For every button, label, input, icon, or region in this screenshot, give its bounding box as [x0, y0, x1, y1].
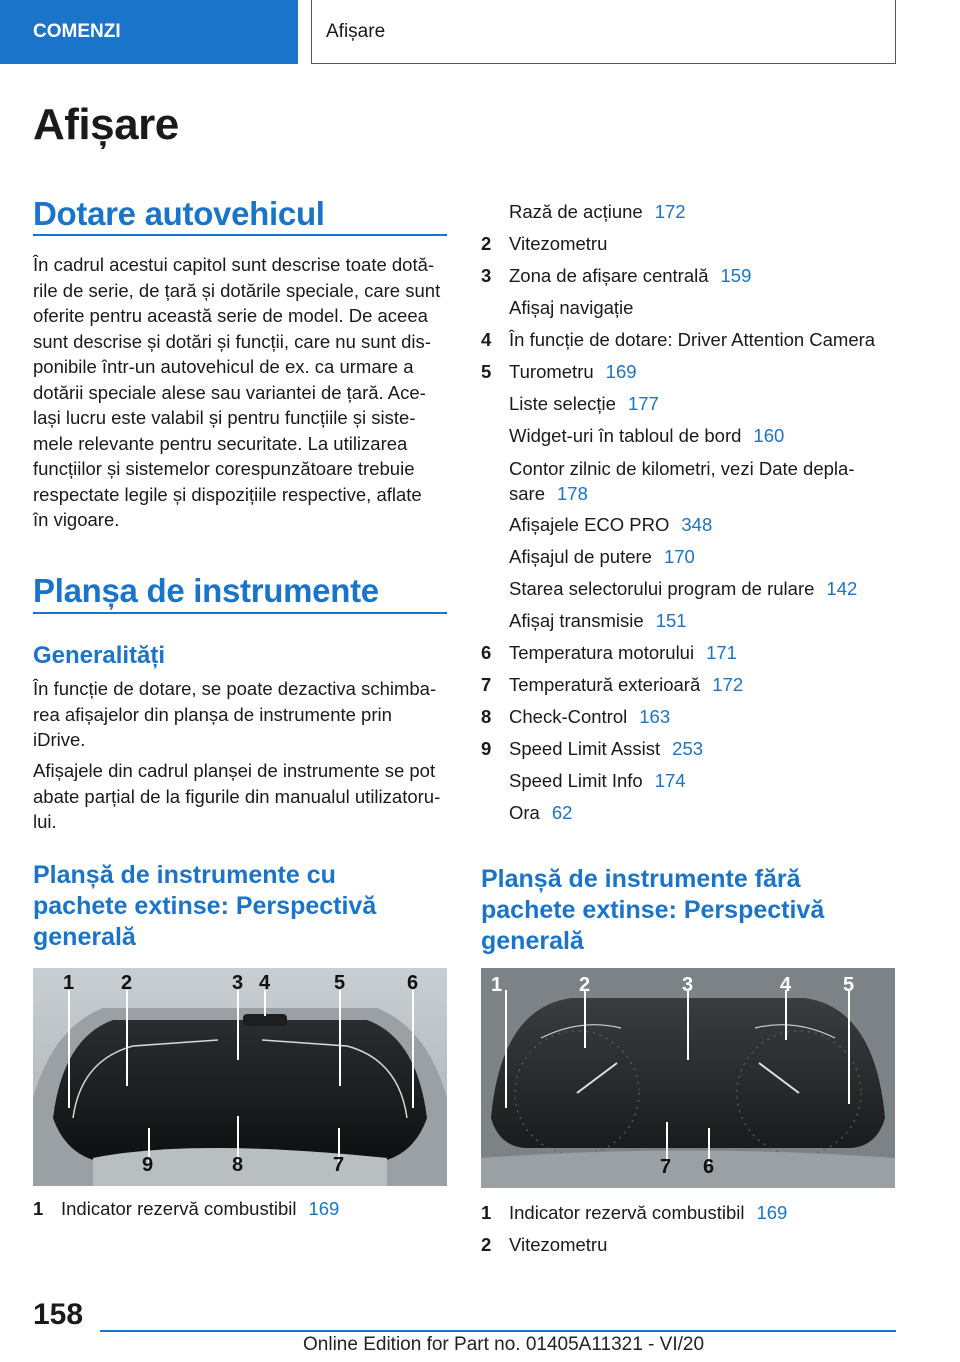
item-text: Contor zilnic de kilometri, vezi Date depla- [509, 458, 855, 479]
instrument-cluster-figure-standard [481, 968, 895, 1188]
text-line: în vigoare. [33, 509, 120, 530]
list-item [481, 541, 901, 573]
text-line: lui. [33, 811, 57, 832]
item-number: 3 [481, 265, 492, 286]
text-line: sunt descrise și dotări și funcții, care nu sunt dis- [33, 330, 431, 352]
item-text: Starea selectorului program de rulare [509, 578, 815, 599]
page-reference-link[interactable]: 151 [655, 610, 687, 631]
text-line: funcțiilor și sistemelor corespunzătoare trebuie [33, 458, 415, 479]
text-line: dotării speciale alese sau variantei de țară. Ace- [33, 381, 426, 403]
page-reference-link[interactable]: 142 [826, 578, 858, 599]
text-line: respectate legile și dispozițiile respective, aflate [33, 483, 422, 505]
item-text: Afișajele ECO PRO [509, 514, 670, 535]
item-number: 8 [481, 706, 492, 727]
callout-label: 4 [780, 974, 792, 996]
item-number: 1 [481, 1202, 492, 1223]
item-text: Afișaj transmisie [509, 610, 644, 631]
page-reference-link[interactable]: 172 [712, 674, 744, 695]
callout-label: 5 [843, 974, 855, 996]
item-text: Turometru [509, 361, 594, 382]
list-item [481, 356, 901, 388]
list-item [481, 420, 901, 452]
page-title: Afișare [33, 100, 179, 149]
item-text: Rază de acțiune [509, 201, 643, 222]
text-line: În funcție de dotare, se poate dezactiva schimba- [33, 678, 437, 699]
list-item [481, 573, 901, 605]
paragraph-general-1 [33, 676, 453, 753]
text-line: În cadrul acestui capitol sunt descrise toate dotă- [33, 254, 435, 275]
item-text: Indicator rezervă combustibil [61, 1198, 297, 1219]
page-reference-link[interactable]: 169 [308, 1198, 340, 1219]
page-reference-link[interactable]: 171 [706, 642, 737, 663]
footer-rule [100, 1330, 896, 1332]
item-text: sare [509, 483, 545, 504]
item-number: 4 [481, 329, 492, 350]
list-item [481, 669, 901, 701]
page-reference-link[interactable]: 159 [720, 265, 752, 286]
edition-note: Online Edition for Part no. 01405A11321 - VI/20 [303, 1334, 705, 1355]
page-reference-link[interactable]: 172 [654, 201, 686, 222]
item-number: 9 [481, 738, 492, 759]
text-line: rile de serie, de țară și dotările speciale, care sunt [33, 279, 441, 301]
callout-label: 4 [259, 972, 271, 994]
list-item [481, 733, 901, 765]
list-item [481, 260, 901, 292]
list-item [481, 509, 901, 541]
item-text: Liste selecție [509, 393, 616, 414]
text-line: mele relevante pentru securitate. La utilizarea [33, 432, 408, 454]
callout-label: 1 [491, 974, 503, 996]
callout-label: 9 [142, 1154, 154, 1176]
list-item [481, 452, 901, 509]
item-text: Check-Control [509, 706, 628, 727]
callout-label: 3 [682, 974, 694, 996]
legend-list-left [33, 1193, 453, 1225]
item-text: Zona de afișare centrală [509, 265, 709, 286]
page-reference-link[interactable]: 170 [663, 546, 695, 567]
section-label: COMENZI [33, 21, 121, 42]
list-item [481, 324, 901, 356]
item-number: 7 [481, 674, 492, 695]
paragraph-general-2 [33, 758, 453, 835]
page-reference-link[interactable]: 62 [551, 802, 573, 823]
item-text: Temperatura motorului [509, 642, 695, 663]
item-number: 6 [481, 642, 492, 663]
page-reference-link[interactable]: 253 [672, 738, 704, 759]
page-reference-link[interactable]: 177 [627, 393, 659, 414]
text-line: abate parțial de la figurile din manualul utilizatoru- [33, 785, 441, 807]
callout-label: 6 [407, 972, 419, 994]
text-line: generală [33, 923, 136, 951]
list-item [481, 292, 901, 324]
callout-label: 7 [333, 1154, 345, 1176]
item-number: 1 [33, 1198, 44, 1219]
list-item [481, 388, 901, 420]
chapter-tab [311, 0, 896, 64]
item-text: Afișajul de putere [509, 546, 652, 567]
heading-rule [33, 234, 447, 236]
page-reference-link[interactable]: 160 [753, 425, 785, 446]
list-item [481, 637, 901, 669]
text-line: rea afișajelor din planșa de instrumente prin [33, 703, 392, 725]
list-item [481, 1229, 901, 1261]
text-line: Planșă de instrumente fără [481, 865, 801, 893]
text-line: Afișajele din cadrul planșei de instrumente se pot [33, 760, 436, 781]
text-line: generală [481, 927, 584, 955]
page-reference-link[interactable]: 348 [681, 514, 713, 535]
callout-label: 6 [703, 1156, 715, 1178]
chapter-label: Afișare [326, 20, 386, 42]
legend-list-right [481, 196, 901, 829]
text-line: pachete extinse: Perspectivă [33, 892, 377, 920]
list-item [481, 797, 901, 829]
item-text: Indicator rezervă combustibil [509, 1202, 745, 1223]
page-reference-link[interactable]: 169 [605, 361, 637, 382]
text-line: Planșă de instrumente cu [33, 861, 336, 889]
page-reference-link[interactable]: 174 [654, 770, 686, 791]
list-item [33, 1193, 453, 1225]
item-text: Afișaj navigație [509, 297, 634, 318]
list-item [481, 196, 901, 228]
callout-label: 1 [63, 972, 75, 994]
callout-label: 3 [232, 972, 244, 994]
text-line: ponibile într-un autovehicul de ex. ca urmare a [33, 356, 414, 377]
text-line: pachete extinse: Perspectivă [481, 896, 825, 924]
item-number: 2 [481, 233, 492, 254]
item-number: 2 [481, 1234, 492, 1255]
cluster-illustration [481, 968, 895, 1188]
heading-plansa: Planșa de instrumente [33, 572, 379, 609]
text-line: iDrive. [33, 729, 86, 750]
heading-rule [33, 612, 447, 614]
text-line: lași lucru este valabil și pentru funcțiile și siste- [33, 407, 416, 428]
legend-list-right-2 [481, 1197, 901, 1261]
item-text: Widget-uri în tabloul de bord [509, 425, 742, 446]
page-number: 158 [33, 1298, 84, 1331]
item-text: Vitezometru [509, 233, 608, 254]
paragraph-dotare [33, 252, 453, 533]
text-line: oferite pentru această serie de model. De aceea [33, 305, 428, 326]
page-reference-link[interactable]: 178 [557, 483, 588, 504]
callout-label: 7 [660, 1156, 672, 1178]
page-reference-link[interactable]: 163 [639, 706, 671, 727]
item-text: Speed Limit Info [509, 770, 643, 791]
heading-fara-pachete [481, 864, 824, 957]
list-item [481, 765, 901, 797]
item-text: Temperatură exterioară [509, 674, 701, 695]
page-reference-link[interactable]: 169 [756, 1202, 788, 1223]
section-tab [0, 0, 298, 64]
heading-dotare: Dotare autovehicul [33, 195, 325, 232]
item-text: În funcție de dotare: Driver Attention Camera [509, 329, 876, 350]
instrument-cluster-figure-extended [33, 968, 447, 1186]
heading-generalitati: Generalități [33, 642, 166, 669]
callout-label: 2 [579, 974, 591, 996]
item-number: 5 [481, 361, 492, 382]
callout-label: 8 [232, 1154, 244, 1176]
callout-label: 2 [121, 972, 133, 994]
item-text: Vitezometru [509, 1234, 608, 1255]
item-text: Ora [509, 802, 540, 823]
list-item [481, 228, 901, 260]
item-text: Speed Limit Assist [509, 738, 661, 759]
heading-cu-pachete [33, 860, 376, 953]
list-item [481, 701, 901, 733]
callout-label: 5 [334, 972, 346, 994]
list-item [481, 1197, 901, 1229]
list-item [481, 605, 901, 637]
